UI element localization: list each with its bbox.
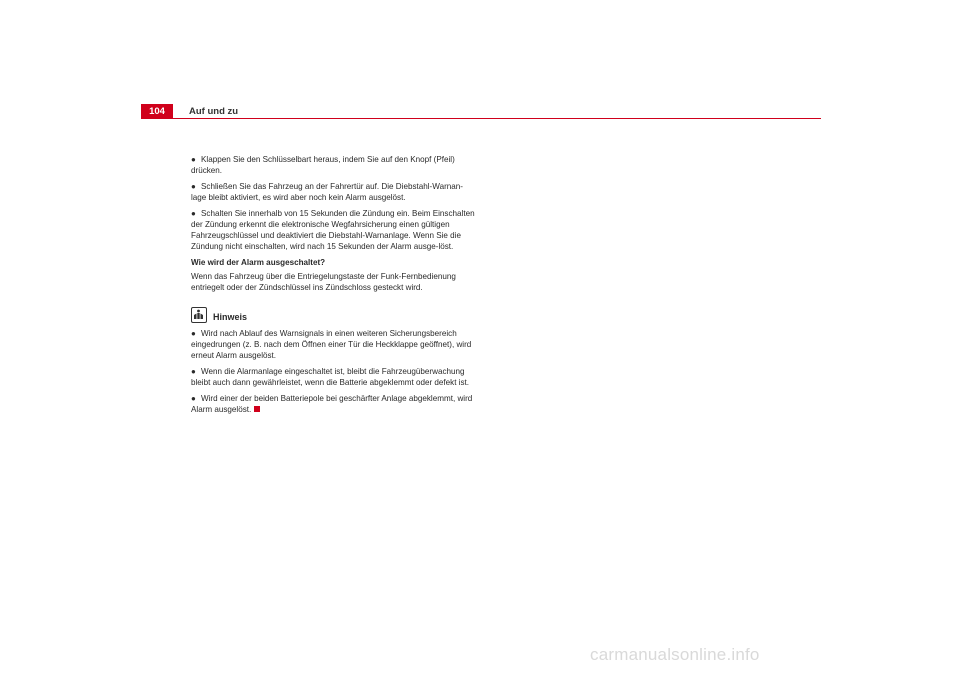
bullet-item: [191, 181, 476, 203]
bullet-item: [191, 208, 476, 252]
bullet-icon: ●: [191, 182, 196, 191]
bullet-item: [191, 366, 476, 388]
bullet-item: [191, 328, 476, 361]
bullet-text: Wird einer der beiden Batteriepole bei geschärfter Anlage abgeklemmt, wird Alarm ausgelöst.: [191, 394, 473, 414]
section-title: Auf und zu: [189, 106, 239, 117]
bullet-icon: ●: [191, 155, 196, 164]
bullet-icon: ●: [191, 209, 196, 218]
note-header: [191, 305, 476, 323]
watermark: carmanualsonline.info: [590, 645, 760, 664]
bullet-item: [191, 393, 476, 415]
page-number: 104: [141, 104, 173, 119]
paragraph: Wenn das Fahrzeug über die Entriegelungstaste der Funk-Fernbedienung entriegelt oder der Zündschlüssel ins Zündschloss gesteckt wird.: [191, 272, 456, 292]
bullet-text: Schließen Sie das Fahrzeug an der Fahrertür auf. Die Diebstahl-Warnan-lage bleibt aktiviert, es wird aber noch kein Alarm ausgelöst.: [191, 182, 463, 202]
bullet-text: Klappen Sie den Schlüsselbart heraus, indem Sie auf den Knopf (Pfeil) drücken.: [191, 155, 455, 175]
subheading: Wie wird der Alarm ausgeschaltet?: [191, 258, 326, 267]
bullet-icon: ●: [191, 394, 196, 403]
bullet-text: Wenn die Alarmanlage eingeschaltet ist, bleibt die Fahrzeugüberwachung bleibt auch dann gewährleistet, wenn die Batterie abgeklemmt oder defekt ist.: [191, 367, 470, 387]
bullet-icon: ●: [191, 329, 196, 338]
note-info-icon: [191, 307, 207, 323]
note-title: Hinweis: [213, 312, 248, 322]
bullet-text: Wird nach Ablauf des Warnsignals in einen weiteren Sicherungsbereich eingedrungen (z. B. nach dem Öffnen einer Tür die Heckklappe geöffnet), wird erneut Alarm ausgelöst.: [191, 329, 472, 360]
header-rule: [141, 118, 821, 119]
bullet-item: [191, 154, 476, 176]
content-column: [191, 154, 476, 420]
end-of-section-icon: [254, 406, 260, 412]
bullet-text: Schalten Sie innerhalb von 15 Sekunden die Zündung ein. Beim Einschalten der Zündung erkennt die elektronische Wegfahrsicherung einen gültigen Fahrzeugschlüssel und deaktiviert die Diebstahl-Warnanlage. Wenn Sie die Zündung nicht einschalten, wird nach 15 Sekunden der Alarm ausge-löst.: [191, 209, 475, 251]
bullet-icon: ●: [191, 367, 196, 376]
page-header: [141, 104, 821, 119]
